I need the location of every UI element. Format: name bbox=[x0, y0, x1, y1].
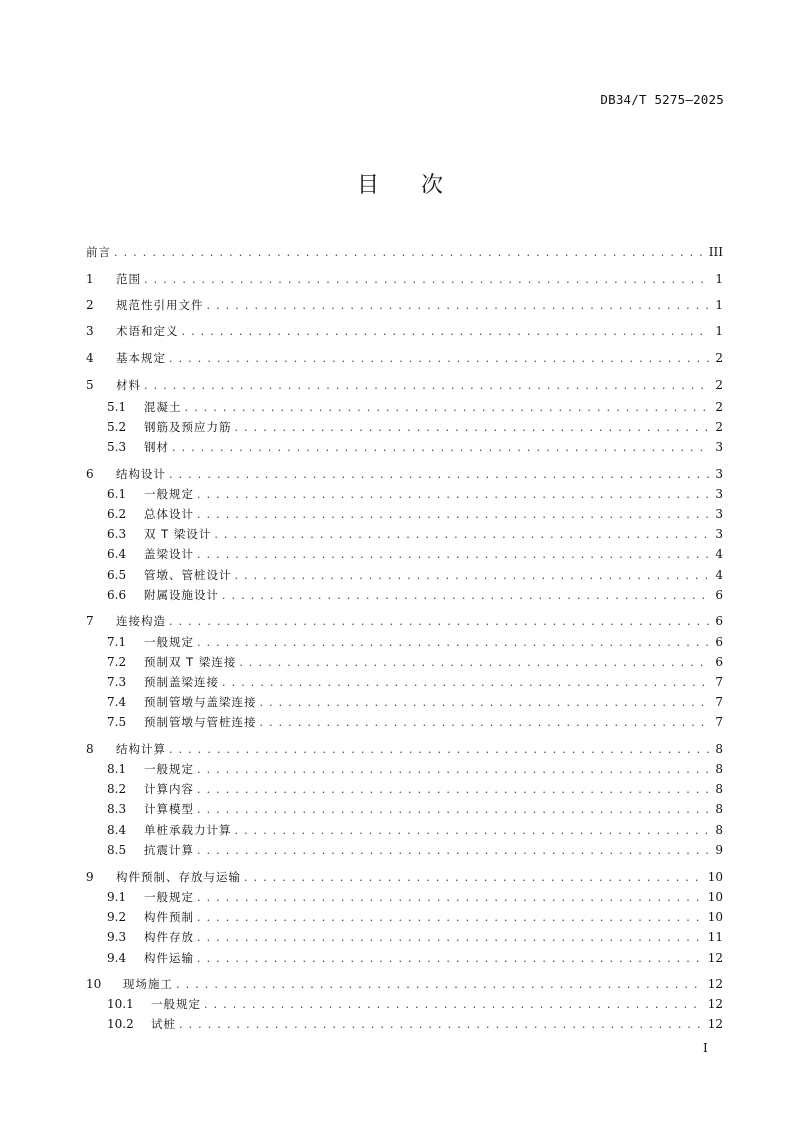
toc-entry-label: 计算内容 bbox=[144, 782, 194, 796]
dot-leader bbox=[169, 350, 709, 368]
toc-entry-section[interactable] bbox=[107, 908, 723, 926]
toc-entry-label: 结构计算 bbox=[116, 742, 166, 756]
toc-entry-label: 一般规定 bbox=[144, 487, 194, 501]
toc-entry-page: 8 bbox=[715, 742, 723, 756]
toc-entry-number: 7.1 bbox=[107, 635, 127, 649]
dot-leader bbox=[197, 842, 709, 860]
toc-entry-chapter[interactable] bbox=[86, 349, 723, 367]
toc-entry-number: 6.2 bbox=[107, 507, 127, 521]
toc-entry-label: 预制盖梁连接 bbox=[144, 675, 219, 689]
toc-entry-number: 8 bbox=[86, 742, 94, 756]
toc-entry-chapter[interactable] bbox=[86, 868, 723, 886]
dot-leader bbox=[197, 546, 709, 564]
dot-leader bbox=[222, 587, 709, 605]
toc-entry-page: 3 bbox=[715, 440, 723, 454]
toc-entry-section[interactable] bbox=[107, 760, 723, 778]
dot-leader bbox=[260, 694, 710, 712]
dot-leader bbox=[207, 297, 710, 315]
toc-entry-number: 9.1 bbox=[107, 890, 127, 904]
toc-entry-number: 9.3 bbox=[107, 930, 127, 944]
dot-leader bbox=[197, 929, 702, 947]
toc-entry-chapter[interactable] bbox=[86, 270, 723, 288]
document-code: DB34/T 5275—2025 bbox=[600, 92, 724, 107]
toc-entry-page: 12 bbox=[707, 997, 723, 1011]
toc-entry-section[interactable] bbox=[107, 713, 723, 731]
toc-entry-number: 8.5 bbox=[107, 843, 127, 857]
toc-entry-section[interactable] bbox=[107, 841, 723, 859]
toc-entry-number: 9 bbox=[86, 870, 94, 884]
toc-entry-page: 8 bbox=[715, 823, 723, 837]
toc-entry-label: 前言 bbox=[86, 245, 111, 259]
toc-entry-label: 管墩、管桩设计 bbox=[144, 568, 232, 582]
toc-entry-section[interactable] bbox=[107, 586, 723, 604]
toc-entry-page: 11 bbox=[707, 930, 723, 944]
toc-entry-number: 5.2 bbox=[107, 420, 127, 434]
toc-entry-page: 10 bbox=[707, 890, 723, 904]
toc-entry-label: 计算模型 bbox=[144, 802, 194, 816]
toc-entry-number: 10 bbox=[86, 977, 102, 991]
toc-entry-page: 8 bbox=[715, 762, 723, 776]
dot-leader bbox=[176, 976, 702, 994]
dot-leader bbox=[197, 801, 709, 819]
toc-entry-chapter[interactable] bbox=[86, 740, 723, 758]
title-char-2: 次 bbox=[421, 173, 444, 198]
toc-entry-section[interactable] bbox=[107, 438, 723, 456]
footer-page-number: I bbox=[703, 1041, 708, 1055]
toc-entry-page: 3 bbox=[715, 467, 723, 481]
toc-entry-section[interactable] bbox=[107, 1015, 723, 1033]
toc-entry-label: 构件存放 bbox=[144, 930, 194, 944]
toc-entry-number: 7.3 bbox=[107, 675, 127, 689]
dot-leader bbox=[239, 654, 709, 672]
toc-entry-page: 7 bbox=[715, 695, 723, 709]
toc-entry-label: 附属设施设计 bbox=[144, 588, 219, 602]
dot-leader bbox=[197, 909, 702, 927]
toc-entry-label: 盖梁设计 bbox=[144, 547, 194, 561]
toc-entry-number: 2 bbox=[86, 298, 94, 312]
dot-leader bbox=[169, 741, 709, 759]
toc-entry-page: 6 bbox=[715, 588, 723, 602]
dot-leader bbox=[244, 869, 702, 887]
toc-entry-label: 混凝土 bbox=[144, 400, 182, 414]
toc-entry-page: 8 bbox=[715, 782, 723, 796]
toc-entry-section[interactable] bbox=[107, 673, 723, 691]
toc-entry-number: 1 bbox=[86, 272, 94, 286]
toc-entry-page: 12 bbox=[707, 951, 723, 965]
toc-entry-label: 规范性引用文件 bbox=[116, 298, 204, 312]
toc-entry-label: 双 T 梁设计 bbox=[144, 527, 212, 541]
toc-entry-chapter[interactable] bbox=[86, 612, 723, 630]
toc-entry-section[interactable] bbox=[107, 633, 723, 651]
dot-leader bbox=[197, 889, 702, 907]
toc-entry-page: 3 bbox=[715, 527, 723, 541]
toc-entry-number: 9.2 bbox=[107, 910, 127, 924]
toc-entry-label: 预制双 T 梁连接 bbox=[144, 655, 237, 669]
dot-leader bbox=[197, 781, 709, 799]
toc-entry-section[interactable] bbox=[107, 995, 723, 1013]
toc-entry-page: 6 bbox=[715, 635, 723, 649]
toc-entry-number: 6.5 bbox=[107, 568, 127, 582]
toc-entry-page: 4 bbox=[715, 568, 723, 582]
dot-leader bbox=[235, 567, 710, 585]
toc-entry-number: 5 bbox=[86, 378, 94, 392]
toc-entry-number: 8.3 bbox=[107, 802, 127, 816]
dot-leader bbox=[182, 323, 710, 341]
toc-entry-page: 1 bbox=[715, 298, 723, 312]
dot-leader bbox=[144, 271, 709, 289]
toc-entry-chapter[interactable] bbox=[86, 243, 723, 261]
dot-leader bbox=[235, 822, 710, 840]
toc-entry-page: 12 bbox=[707, 1017, 723, 1031]
toc-entry-page: 4 bbox=[715, 547, 723, 561]
title-char-1: 目 bbox=[356, 173, 379, 198]
toc-entry-number: 7 bbox=[86, 614, 94, 628]
toc-entry-label: 构件预制、存放与运输 bbox=[116, 870, 241, 884]
toc-entry-page: 2 bbox=[715, 351, 723, 365]
toc-entry-number: 8.2 bbox=[107, 782, 127, 796]
dot-leader bbox=[179, 1016, 702, 1034]
toc-entry-page: 12 bbox=[707, 977, 723, 991]
toc-entry-page: III bbox=[708, 245, 723, 259]
toc-entry-page: 2 bbox=[715, 400, 723, 414]
toc-entry-section[interactable] bbox=[107, 485, 723, 503]
toc-entry-label: 连接构造 bbox=[116, 614, 166, 628]
toc-entry-number: 6.6 bbox=[107, 588, 127, 602]
toc-entry-page: 2 bbox=[715, 420, 723, 434]
toc-entry-section[interactable] bbox=[107, 780, 723, 798]
dot-leader bbox=[197, 761, 709, 779]
toc-entry-section[interactable] bbox=[107, 545, 723, 563]
toc-entry-section[interactable] bbox=[107, 418, 723, 436]
dot-leader bbox=[235, 419, 710, 437]
toc-entry-label: 一般规定 bbox=[144, 890, 194, 904]
toc-entry-page: 10 bbox=[707, 910, 723, 924]
toc-entry-label: 抗震计算 bbox=[144, 843, 194, 857]
toc-entry-page: 7 bbox=[715, 715, 723, 729]
toc-entry-label: 一般规定 bbox=[151, 997, 201, 1011]
toc-entry-label: 构件运输 bbox=[144, 951, 194, 965]
toc-entry-label: 试桩 bbox=[151, 1017, 176, 1031]
toc-entry-page: 6 bbox=[715, 655, 723, 669]
toc-entry-number: 5.1 bbox=[107, 400, 127, 414]
page-title bbox=[0, 168, 800, 199]
toc-entry-chapter[interactable] bbox=[86, 465, 723, 483]
dot-leader bbox=[204, 996, 702, 1014]
toc-entry-label: 一般规定 bbox=[144, 635, 194, 649]
toc-entry-label: 预制管墩与管桩连接 bbox=[144, 715, 257, 729]
toc-entry-page: 1 bbox=[715, 272, 723, 286]
toc-entry-number: 9.4 bbox=[107, 951, 127, 965]
toc-entry-section[interactable] bbox=[107, 800, 723, 818]
dot-leader bbox=[144, 377, 709, 395]
toc-entry-label: 材料 bbox=[116, 378, 141, 392]
toc-entry-number: 6.3 bbox=[107, 527, 127, 541]
toc-entry-label: 钢材 bbox=[144, 440, 169, 454]
toc-entry-number: 7.5 bbox=[107, 715, 127, 729]
toc-entry-section[interactable] bbox=[107, 566, 723, 584]
toc-entry-section[interactable] bbox=[107, 949, 723, 967]
toc-entry-number: 10.1 bbox=[107, 997, 134, 1011]
toc-entry-number: 8.1 bbox=[107, 762, 127, 776]
toc-entry-section[interactable] bbox=[107, 928, 723, 946]
dot-leader bbox=[222, 674, 709, 692]
toc-entry-label: 总体设计 bbox=[144, 507, 194, 521]
toc-entry-label: 单桩承载力计算 bbox=[144, 823, 232, 837]
toc-entry-section[interactable] bbox=[107, 693, 723, 711]
toc-entry-page: 9 bbox=[715, 843, 723, 857]
dot-leader bbox=[214, 526, 709, 544]
toc-entry-page: 7 bbox=[715, 675, 723, 689]
toc-entry-section[interactable] bbox=[107, 653, 723, 671]
toc-entry-number: 6.1 bbox=[107, 487, 127, 501]
toc-entry-label: 构件预制 bbox=[144, 910, 194, 924]
dot-leader bbox=[169, 466, 709, 484]
toc-entry-number: 8.4 bbox=[107, 823, 127, 837]
dot-leader bbox=[185, 399, 710, 417]
toc-entry-label: 结构设计 bbox=[116, 467, 166, 481]
toc-entry-label: 钢筋及预应力筋 bbox=[144, 420, 232, 434]
toc-entry-label: 术语和定义 bbox=[116, 324, 179, 338]
toc-entry-number: 4 bbox=[86, 351, 94, 365]
toc-entry-page: 3 bbox=[715, 487, 723, 501]
toc-entry-chapter[interactable] bbox=[86, 975, 723, 993]
dot-leader bbox=[197, 634, 709, 652]
toc-entry-number: 7.2 bbox=[107, 655, 127, 669]
dot-leader bbox=[197, 950, 702, 968]
toc-entry-label: 预制管墩与盖梁连接 bbox=[144, 695, 257, 709]
toc-entry-page: 10 bbox=[707, 870, 723, 884]
toc-entry-chapter[interactable] bbox=[86, 322, 723, 340]
dot-leader bbox=[197, 506, 709, 524]
dot-leader bbox=[172, 439, 709, 457]
toc-entry-page: 8 bbox=[715, 802, 723, 816]
dot-leader bbox=[169, 613, 709, 631]
dot-leader bbox=[114, 244, 703, 262]
toc-entry-section[interactable] bbox=[107, 398, 723, 416]
dot-leader bbox=[197, 486, 709, 504]
toc-entry-section[interactable] bbox=[107, 888, 723, 906]
toc-entry-chapter[interactable] bbox=[86, 376, 723, 394]
toc-entry-page: 1 bbox=[715, 324, 723, 338]
toc-entry-section[interactable] bbox=[107, 821, 723, 839]
toc-entry-number: 10.2 bbox=[107, 1017, 134, 1031]
toc-entry-section[interactable] bbox=[107, 505, 723, 523]
toc-entry-label: 基本规定 bbox=[116, 351, 166, 365]
toc-entry-number: 3 bbox=[86, 324, 94, 338]
toc-entry-number: 5.3 bbox=[107, 440, 127, 454]
toc-entry-page: 6 bbox=[715, 614, 723, 628]
toc-entry-number: 7.4 bbox=[107, 695, 127, 709]
dot-leader bbox=[260, 714, 710, 732]
toc-entry-page: 3 bbox=[715, 507, 723, 521]
toc-entry-label: 现场施工 bbox=[123, 977, 173, 991]
toc-entry-chapter[interactable] bbox=[86, 296, 723, 314]
toc-entry-label: 一般规定 bbox=[144, 762, 194, 776]
toc-entry-label: 范围 bbox=[116, 272, 141, 286]
toc-entry-section[interactable] bbox=[107, 525, 723, 543]
toc-entry-number: 6 bbox=[86, 467, 94, 481]
toc-entry-page: 2 bbox=[715, 378, 723, 392]
toc-entry-number: 6.4 bbox=[107, 547, 127, 561]
